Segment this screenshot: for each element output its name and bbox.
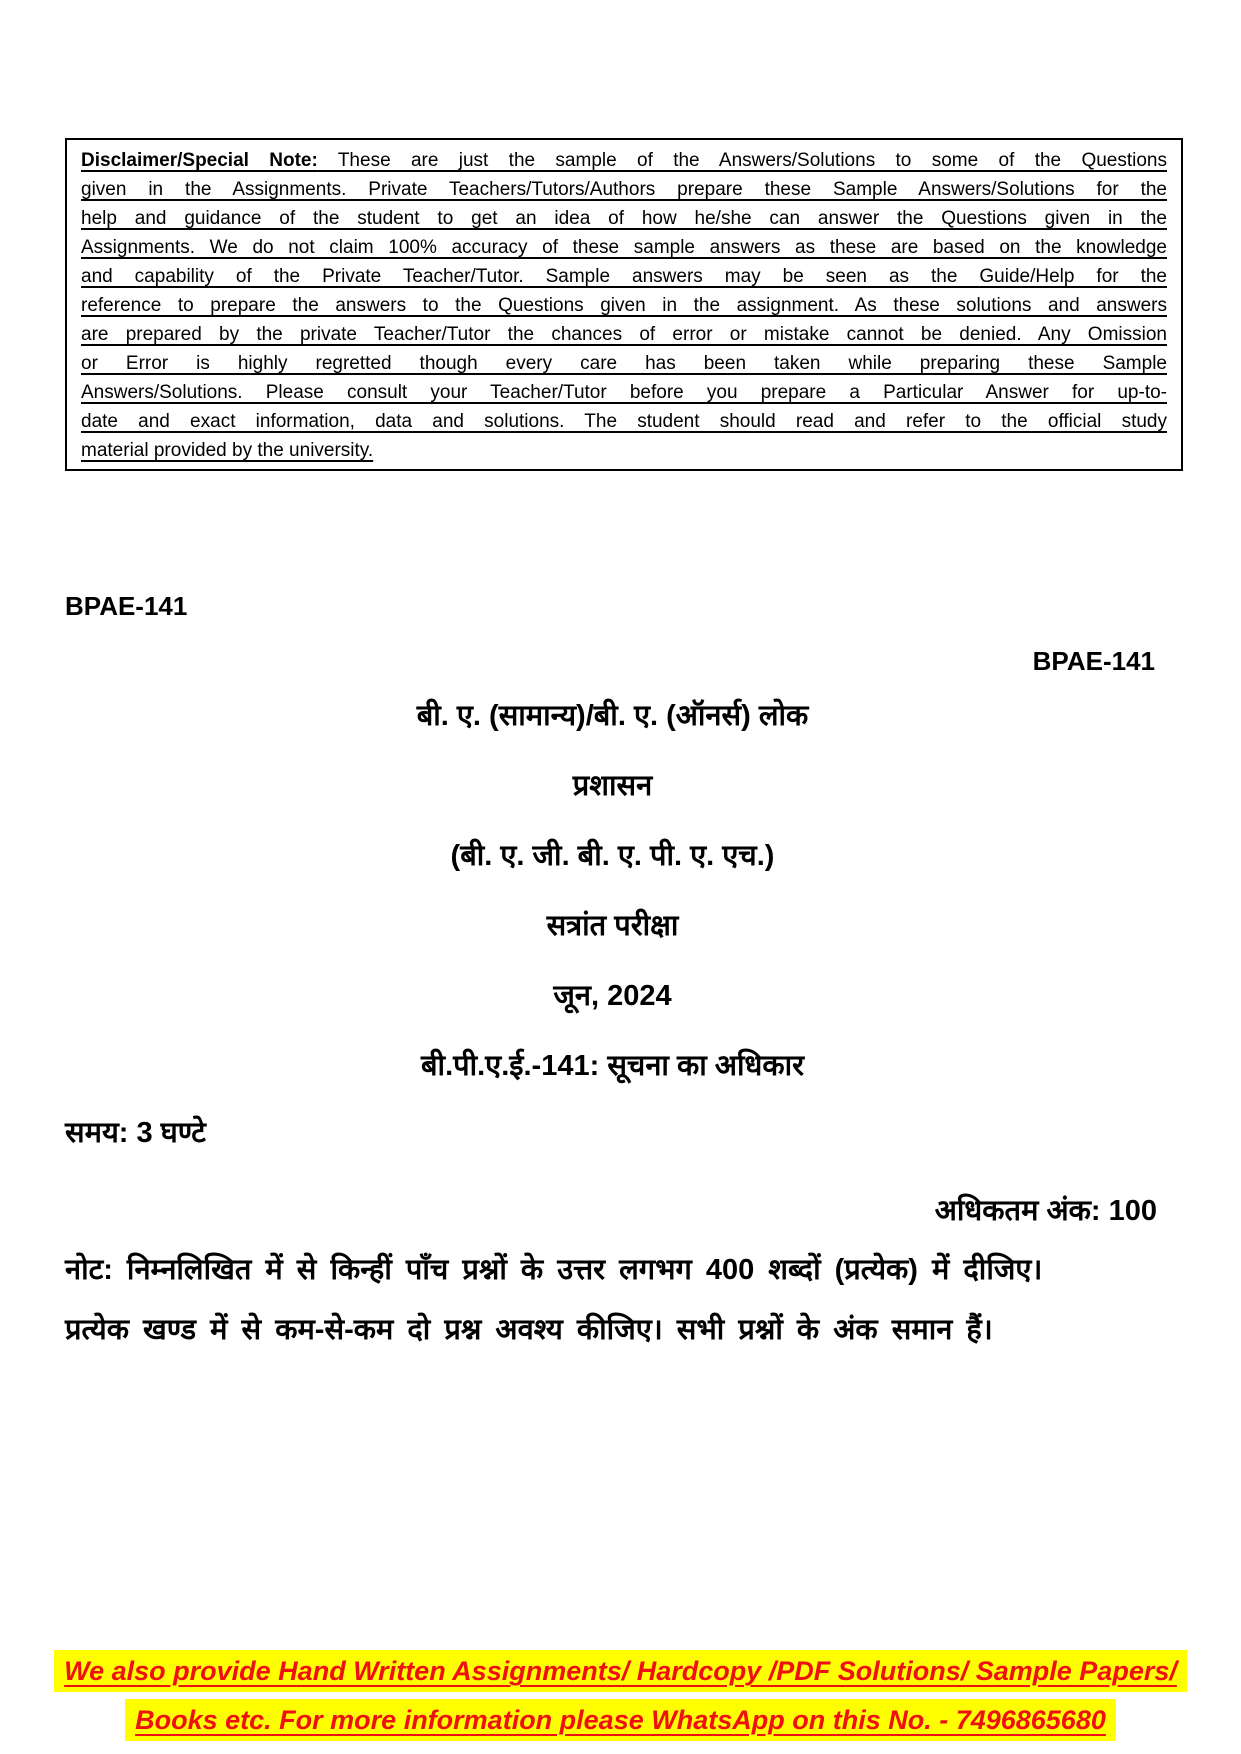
disclaimer-label: Disclaimer/Special Note: — [81, 150, 318, 171]
promo-footer-line-2: Books etc. For more information please WhatsApp on this No. - 7496865680 — [125, 1699, 1116, 1741]
course-code-left: BPAE-141 — [65, 591, 188, 621]
exam-course-title: बी.पी.ए.ई.-141: सूचना का अधिकार — [421, 1050, 804, 1082]
exam-date-line: जून, 2024 — [553, 980, 672, 1012]
disclaimer-line: reference to prepare the answers to the Questions given in the assignment. As these solutions and answers — [81, 295, 1167, 316]
promo-footer-row — [0, 1650, 1241, 1699]
disclaimer-line: Answers/Solutions. Please consult your Teacher/Tutor before you prepare a Particular Answer for up-to- — [81, 382, 1167, 403]
disclaimer-line: help and guidance of the student to get an idea of how he/she can answer the Questions given in the — [81, 208, 1167, 229]
disclaimer-line: or Error is highly regretted though every care has been taken while preparing these Sample — [81, 353, 1167, 374]
promo-footer-row — [0, 1699, 1241, 1748]
disclaimer-line: material provided by the university. — [81, 440, 374, 461]
disclaimer-line — [81, 146, 1167, 175]
exam-title-line-1: बी. ए. (सामान्य)/बी. ए. (ऑनर्स) लोक — [416, 700, 809, 732]
course-code-right: BPAE-141 — [1032, 646, 1155, 676]
exam-title-line-3: (बी. ए. जी. बी. ए. पी. ए. एच.) — [450, 840, 775, 872]
exam-title-line-2: प्रशासन — [572, 770, 653, 802]
exam-title-block — [65, 698, 1160, 1118]
disclaimer-box — [65, 138, 1183, 471]
promo-footer-line-1: We also provide Hand Written Assignments/ Hardcopy /PDF Solutions/ Sample Papers/ — [54, 1650, 1187, 1692]
disclaimer-line: and capability of the Private Teacher/Tutor. Sample answers may be seen as the Guide/Help for the — [81, 266, 1167, 287]
time-allowed-label: समय: 3 घण्टे — [65, 1117, 206, 1149]
promo-footer — [0, 1650, 1241, 1748]
instructions-note: नोट: निम्नलिखित में से किन्हीं पाँच प्रश्नों के उत्तर लगभग 400 शब्दों (प्रत्येक) में दीजिए। प्रत्येक खण्ड में से कम-से-कम दो प्रश्न अवश्य कीजिए। सभी प्रश्नों के अंक समान हैं। — [65, 1254, 1043, 1346]
maximum-marks-label: अधिकतम अंक: 100 — [934, 1195, 1157, 1227]
disclaimer-line: Assignments. We do not claim 100% accuracy of these sample answers as these are based on the knowledge — [81, 237, 1167, 258]
disclaimer-line: are prepared by the private Teacher/Tutor the chances of error or mistake cannot be denied. Any Omission — [81, 324, 1167, 345]
disclaimer-line-text: These are just the sample of the Answers/Solutions to some of the Questions — [317, 150, 1167, 171]
exam-title-line-4: सत्रांत परीक्षा — [546, 910, 679, 942]
disclaimer-line: date and exact information, data and solutions. The student should read and refer to the official study — [81, 411, 1167, 432]
disclaimer-line: given in the Assignments. Private Teachers/Tutors/Authors prepare these Sample Answers/Solutions for the — [81, 179, 1167, 200]
